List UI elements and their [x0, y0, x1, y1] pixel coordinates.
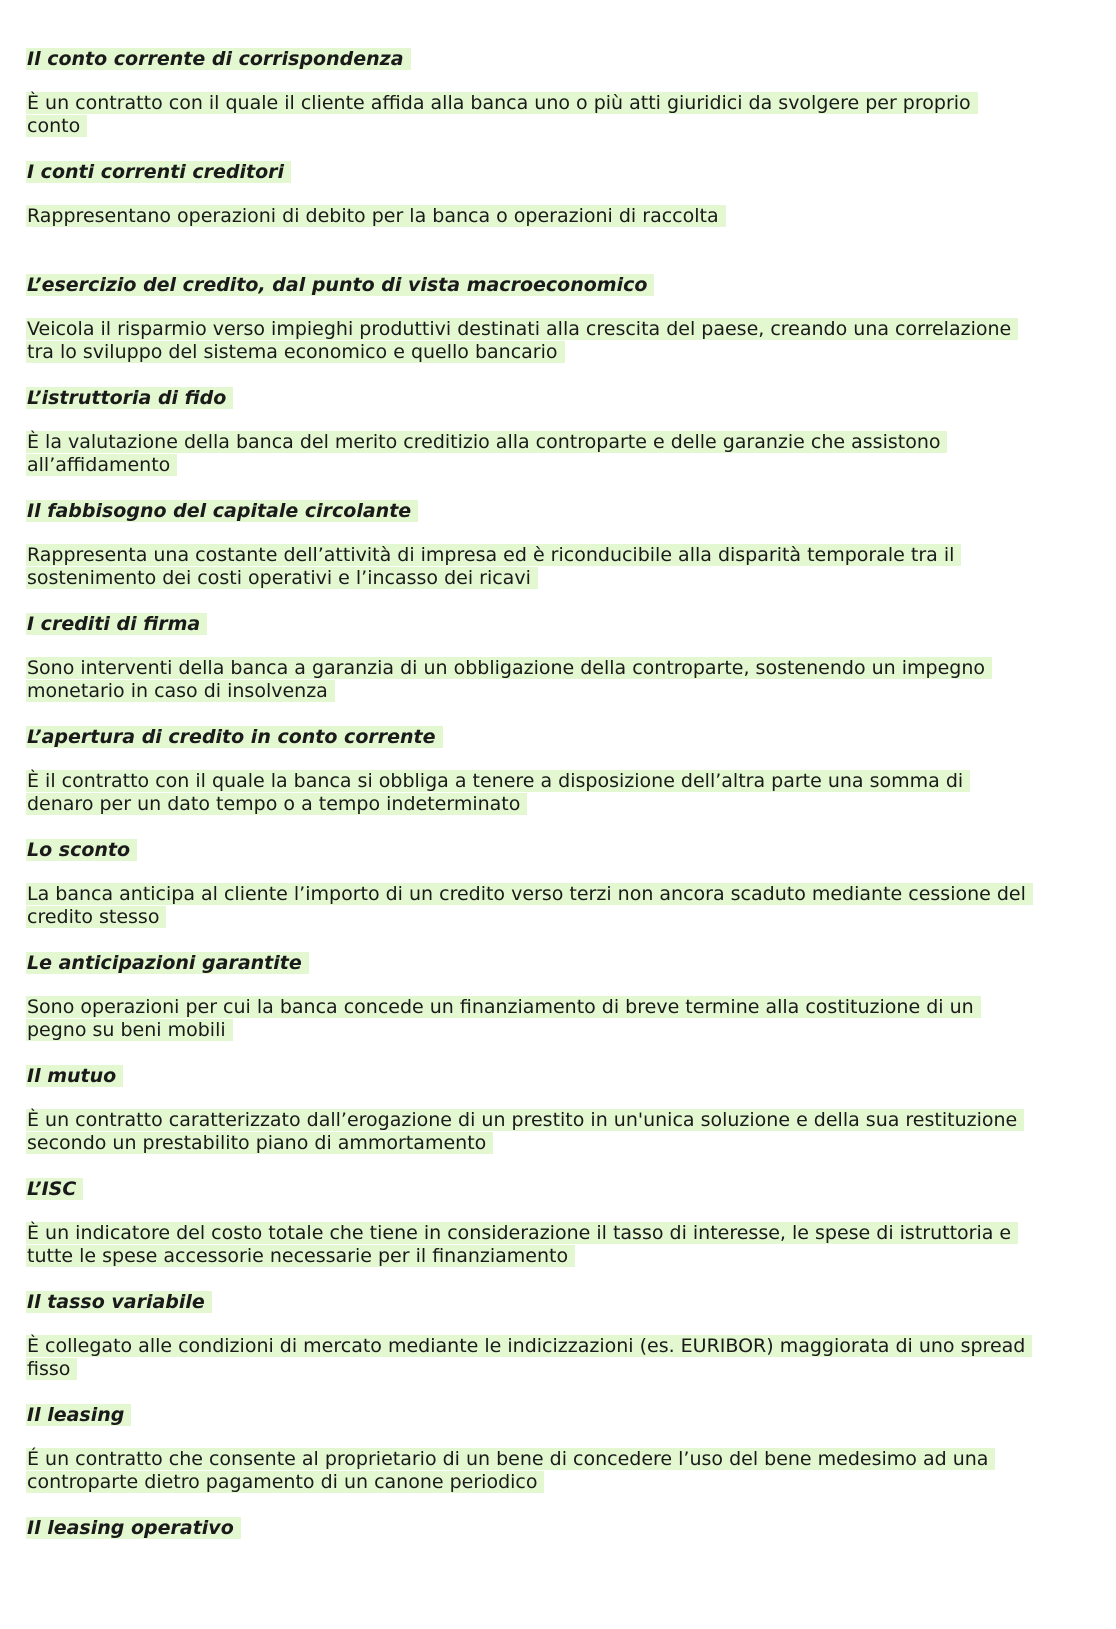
- definition-highlight: Sono operazioni per cui la banca concede un finanziamento di breve termine alla costituzione di un pegno su beni mobili: [26, 996, 981, 1041]
- definition-highlight: È la valutazione della banca del merito creditizio alla controparte e delle garanzie che assistono all’affidamento: [26, 431, 947, 476]
- term-heading: [26, 47, 1026, 71]
- term-text: L’esercizio del credito, dal punto di vista macroeconomico: [26, 274, 654, 296]
- definition-highlight: É un contratto che consente al proprietario di un bene di concedere l’uso del bene medesimo ad una controparte dietro pagamento di un canone periodico: [26, 1448, 995, 1493]
- definition-highlight: Rappresentano operazioni di debito per la banca o operazioni di raccolta: [26, 205, 726, 227]
- entry: [26, 1290, 1026, 1403]
- entry: [26, 1064, 1026, 1177]
- definition-highlight: È collegato alle condizioni di mercato mediante le indicizzazioni (es. EURIBOR) maggiorata di uno spread fisso: [26, 1335, 1032, 1380]
- term-text: L’apertura di credito in conto corrente: [26, 726, 443, 748]
- term-text: L’istruttoria di fido: [26, 387, 233, 409]
- entry: [26, 838, 1026, 951]
- definition-highlight: Veicola il risparmio verso impieghi produttivi destinati alla crescita del paese, creando una correlazione tra lo sviluppo del sistema economico e quello bancario: [26, 318, 1018, 363]
- term-text: Il tasso variabile: [26, 1291, 212, 1313]
- term-heading: [26, 499, 1026, 523]
- term-heading: [26, 1516, 1026, 1540]
- term-heading: [26, 1064, 1026, 1088]
- term-text: Il leasing: [26, 1404, 131, 1426]
- entry: [26, 1403, 1026, 1516]
- term-text: I conti correnti creditori: [26, 161, 291, 183]
- definition-text: [26, 431, 1026, 477]
- definition-text: [26, 1222, 1026, 1268]
- term-text: I crediti di firma: [26, 613, 207, 635]
- entry: [26, 951, 1026, 1064]
- term-heading: [26, 1403, 1026, 1427]
- definition-text: [26, 1448, 1026, 1494]
- term-heading: [26, 273, 1026, 297]
- entry: [26, 612, 1026, 725]
- term-heading: [26, 838, 1026, 862]
- definition-text: [26, 770, 1026, 816]
- term-text: L’ISC: [26, 1178, 83, 1200]
- entry: [26, 1177, 1026, 1290]
- term-heading: [26, 386, 1026, 410]
- entry: [26, 47, 1026, 160]
- term-heading: [26, 1177, 1026, 1201]
- term-heading: [26, 1290, 1026, 1314]
- definition-highlight: È un contratto con il quale il cliente affida alla banca uno o più atti giuridici da svolgere per proprio conto: [26, 92, 978, 137]
- entry: [26, 499, 1026, 612]
- term-heading: [26, 612, 1026, 636]
- term-text: Le anticipazioni garantite: [26, 952, 309, 974]
- definition-text: [26, 318, 1026, 364]
- document-page: [26, 47, 1026, 1629]
- definition-highlight: È un indicatore del costo totale che tiene in considerazione il tasso di interesse, le spese di istruttoria e tutte le spese accessorie necessarie per il finanziamento: [26, 1222, 1018, 1267]
- definition-text: [26, 883, 1026, 929]
- entry: [26, 386, 1026, 499]
- definition-text: [26, 205, 1026, 228]
- term-text: Il leasing operativo: [26, 1517, 241, 1539]
- definition-text: [26, 657, 1026, 703]
- term-text: Lo sconto: [26, 839, 137, 861]
- entry: [26, 725, 1026, 838]
- entry: [26, 273, 1026, 386]
- definition-text: [26, 92, 1026, 138]
- definition-text: [26, 1109, 1026, 1155]
- term-heading: [26, 160, 1026, 184]
- term-heading: [26, 725, 1026, 749]
- definition-highlight: È il contratto con il quale la banca si obbliga a tenere a disposizione dell’altra parte una somma di denaro per un dato tempo o a tempo indeterminato: [26, 770, 970, 815]
- definition-text: [26, 544, 1026, 590]
- definition-text: [26, 1335, 1026, 1381]
- entry: [26, 160, 1026, 273]
- entry: [26, 1516, 1026, 1629]
- definition-highlight: Rappresenta una costante dell’attività di impresa ed è riconducibile alla disparità temporale tra il sostenimento dei costi operativi e l’incasso dei ricavi: [26, 544, 961, 589]
- term-text: Il mutuo: [26, 1065, 123, 1087]
- definition-text: [26, 996, 1026, 1042]
- definition-highlight: È un contratto caratterizzato dall’erogazione di un prestito in un'unica soluzione e della sua restituzione secondo un prestabilito piano di ammortamento: [26, 1109, 1024, 1154]
- definition-highlight: La banca anticipa al cliente l’importo di un credito verso terzi non ancora scaduto mediante cessione del credito stesso: [26, 883, 1033, 928]
- term-text: Il conto corrente di corrispondenza: [26, 48, 411, 70]
- term-text: Il fabbisogno del capitale circolante: [26, 500, 418, 522]
- term-heading: [26, 951, 1026, 975]
- definition-highlight: Sono interventi della banca a garanzia di un obbligazione della controparte, sostenendo un impegno monetario in caso di insolvenza: [26, 657, 992, 702]
